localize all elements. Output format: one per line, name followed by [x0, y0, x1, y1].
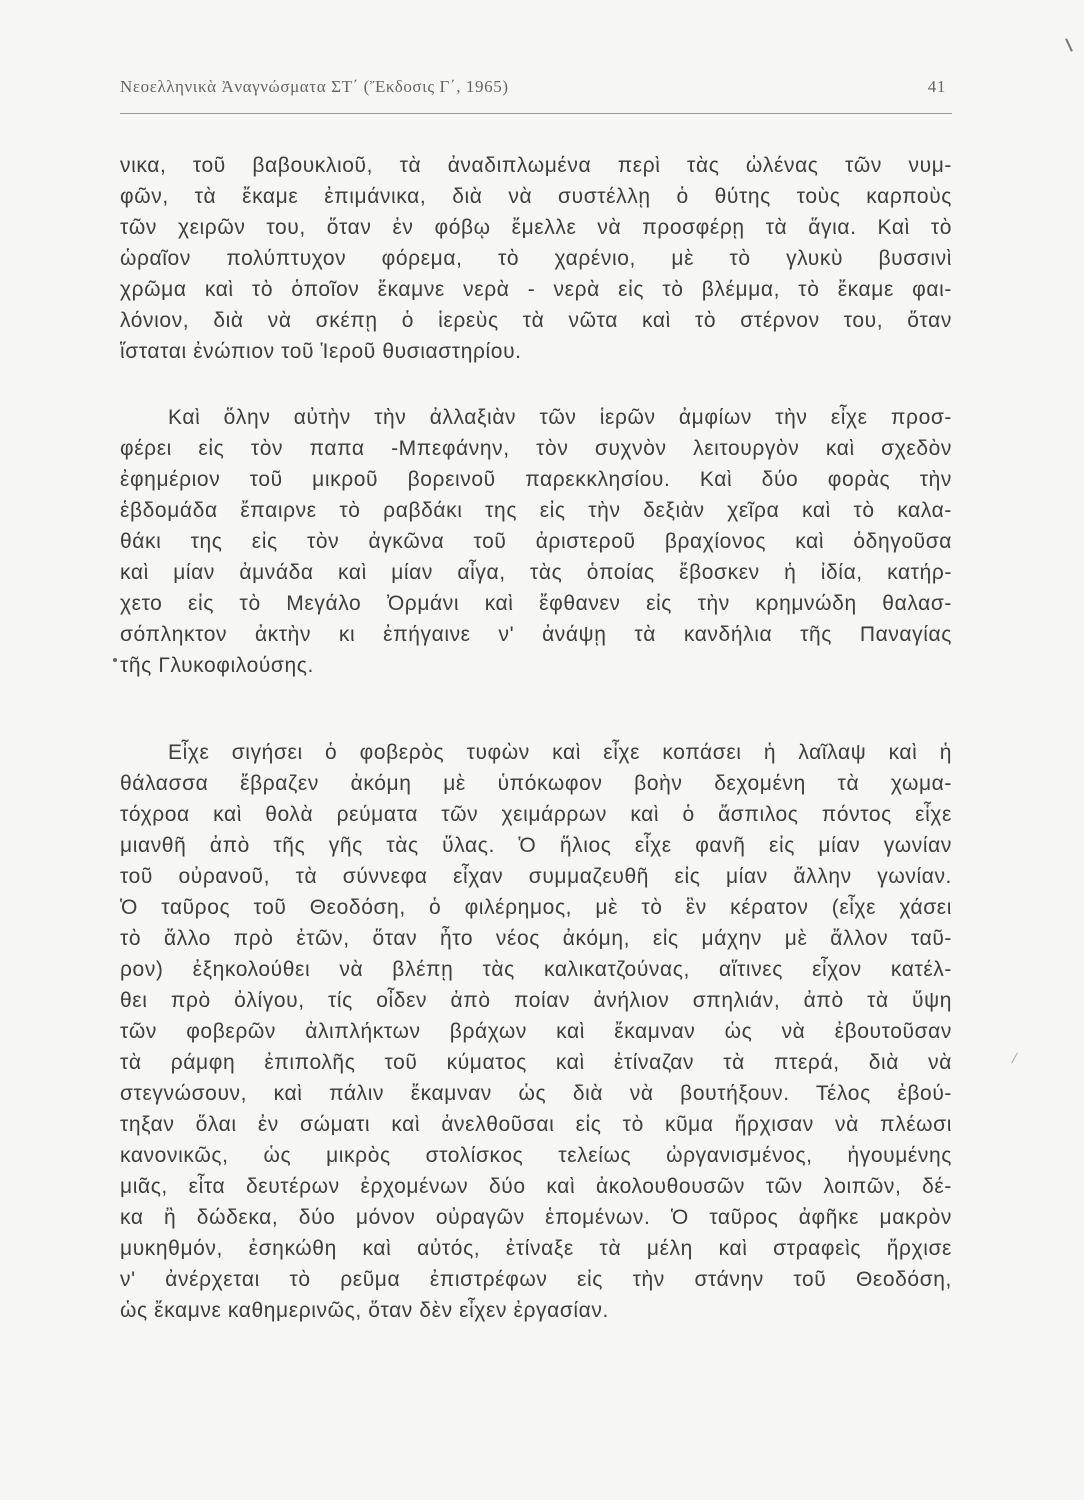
text-line: ν' ἀνέρχεται τὸ ρεῦμα ἐπιστρέφων εἰς τὴν στάνην τοῦ Θεοδόση, [120, 1268, 952, 1291]
text-line: χρῶμα καὶ τὸ ὁποῖον ἔκαμνε νερὰ - νερὰ εἰς τὸ βλέμμα, τὸ ἔκαμε φαι- [120, 278, 952, 301]
text-line: θάκι της εἰς τὸν ἀγκῶνα τοῦ ἀριστεροῦ βραχίονος καὶ ὁδηγοῦσα [120, 530, 952, 553]
text-line: ὡραῖον πολύπτυχον φόρεμα, τὸ χαρένιο, μὲ τὸ γλυκὺ βυσσινὶ [120, 247, 952, 270]
paragraph-2 [120, 402, 952, 681]
text-line: νικα, τοῦ βαβουκλιοῦ, τὰ ἀναδιπλωμένα περὶ τὰς ὠλένας τῶν νυμ- [120, 154, 952, 177]
text-line: φῶν, τὰ ἔκαμε ἐπιμάνικα, διὰ νὰ συστέλλῃ ὁ θύτης τοὺς καρποὺς [120, 185, 952, 208]
text-line: κανονικῶς, ὡς μικρὸς στολίσκος τελείως ὠργανισμένος, ἡγουμένης [120, 1144, 952, 1167]
text-line: τῶν φοβερῶν ἀλιπλήκτων βράχων καὶ ἔκαμναν ὡς νὰ ἐβουτοῦσαν [120, 1020, 952, 1043]
text-line: στεγνώσουν, καὶ πάλιν ἔκαμναν ὡς διὰ νὰ βουτήξουν. Τέλος ἐβού- [120, 1082, 952, 1105]
text-line: λόνιον, διὰ νὰ σκέπῃ ὁ ἱερεὺς τὰ νῶτα καὶ τὸ στέρνον του, ὅταν [120, 309, 952, 332]
running-title: Νεοελληνικὰ Ἀναγνώσματα ΣΤ΄ (Ἔκδοσις Γ΄, 1965) [120, 77, 509, 96]
text-line: τὸ ἄλλο πρὸ ἐτῶν, ὅταν ἦτο νέος ἀκόμη, εἰς μάχην μὲ ἄλλον ταῦ- [120, 927, 952, 950]
text-line: χετο εἰς τὸ Μεγάλο Ὀρμάνι καὶ ἔφθανεν εἰς τὴν κρημνώδη θαλασ- [120, 592, 952, 615]
text-line: τηξαν ὅλαι ἐν σώματι καὶ ἀνελθοῦσαι εἰς τὸ κῦμα ἤρχισαν νὰ πλέωσι [120, 1113, 952, 1136]
text-line: τοῦ οὐρανοῦ, τὰ σύννεφα εἶχαν συμμαζευθῆ εἰς μίαν ἄλλην γωνίαν. [120, 865, 952, 888]
text-line: καὶ μίαν ἀμνάδα καὶ μίαν αἶγα, τὰς ὁποίας ἔβοσκεν ἡ ἰδία, κατήρ- [120, 561, 952, 584]
text-line: Ὁ ταῦρος τοῦ Θεοδόση, ὁ φιλέρημος, μὲ τὸ ἓν κέρατον (εἶχε χάσει [120, 896, 952, 919]
text-line: φέρει εἰς τὸν παπα -Μπεφάνην, τὸν συχνὸν λειτουργὸν καὶ σχεδὸν [120, 437, 952, 460]
text-line: τὰ ράμφη ἐπιπολῆς τοῦ κύματος καὶ ἐτίναζαν τὰ πτερά, διὰ νὰ [120, 1051, 952, 1074]
text-line: τόχροα καὶ θολὰ ρεύματα τῶν χειμάρρων καὶ ὁ ἄσπιλος πόντος εἶχε [120, 803, 952, 826]
text-line: θει πρὸ ὀλίγου, τίς οἶδεν ἀπὸ ποίαν ἀνήλιον σπηλιάν, ἀπὸ τὰ ὕψη [120, 989, 952, 1012]
text-line: μυκηθμόν, ἐσηκώθη καὶ αὐτός, ἐτίναξε τὰ μέλη καὶ στραφεὶς ἤρχισε [120, 1237, 952, 1260]
paragraph-3 [120, 737, 952, 1326]
text-line: ὡς ἔκαμνε καθημερινῶς, ὅταν δὲν εἶχεν ἐργασίαν. [120, 1299, 609, 1322]
text-line: κα ἢ δώδεκα, δύο μόνον οὐραγῶν ἑπομένων. Ὁ ταῦρος ἀφῆκε μακρὸν [120, 1206, 952, 1229]
text-line: τῆς Γλυκοφιλούσης. [120, 654, 314, 677]
header-rule [120, 113, 952, 114]
text-line: ἑβδομάδα ἔπαιρνε τὸ ραβδάκι της εἰς τὴν δεξιὰν χεῖρα καὶ τὸ καλα- [120, 499, 952, 522]
text-line: ἐφημέριον τοῦ μικροῦ βορεινοῦ παρεκκλησίου. Καὶ δύο φορὰς τὴν [120, 468, 952, 491]
text-line: τῶν χειρῶν του, ὅταν ἐν φόβῳ ἔμελλε νὰ προσφέρῃ τὰ ἅγια. Καὶ τὸ [120, 216, 952, 239]
text-line: Καὶ ὅλην αὐτὴν τὴν ἀλλαξιὰν τῶν ἱερῶν ἀμφίων τὴν εἶχε προσ- [168, 406, 952, 429]
text-line: θάλασσα ἔβραζεν ἀκόμη μὲ ὑπόκωφον βοὴν δεχομένη τὰ χωμα- [120, 772, 952, 795]
page-number: 41 [927, 77, 946, 96]
running-head [120, 77, 950, 107]
text-line: ἵσταται ἐνώπιον τοῦ Ἱεροῦ θυσιαστηρίου. [120, 340, 522, 363]
text-line: ρον) ἐξηκολούθει νὰ βλέπῃ τὰς καλικατζούνας, αἵτινες εἶχον κατέλ- [120, 958, 952, 981]
scan-mark [1065, 38, 1073, 52]
margin-tick [1011, 1053, 1018, 1064]
text-line: μιᾶς, εἶτα δευτέρων ἐρχομένων δύο καὶ ἀκολουθουσῶν τῶν λοιπῶν, δέ- [120, 1175, 952, 1198]
text-line: Εἶχε σιγήσει ὁ φοβερὸς τυφὼν καὶ εἶχε κοπάσει ἡ λαῖλαψ καὶ ἡ [168, 741, 952, 764]
margin-dot [113, 658, 117, 662]
paragraph-1 [120, 150, 952, 367]
text-line: μιανθῆ ἀπὸ τῆς γῆς τὰς ὕλας. Ὁ ἥλιος εἶχε φανῆ εἰς μίαν γωνίαν [120, 834, 952, 857]
text-line: σόπληκτον ἀκτὴν κι ἐπήγαινε ν' ἀνάψῃ τὰ κανδήλια τῆς Παναγίας [120, 623, 952, 646]
